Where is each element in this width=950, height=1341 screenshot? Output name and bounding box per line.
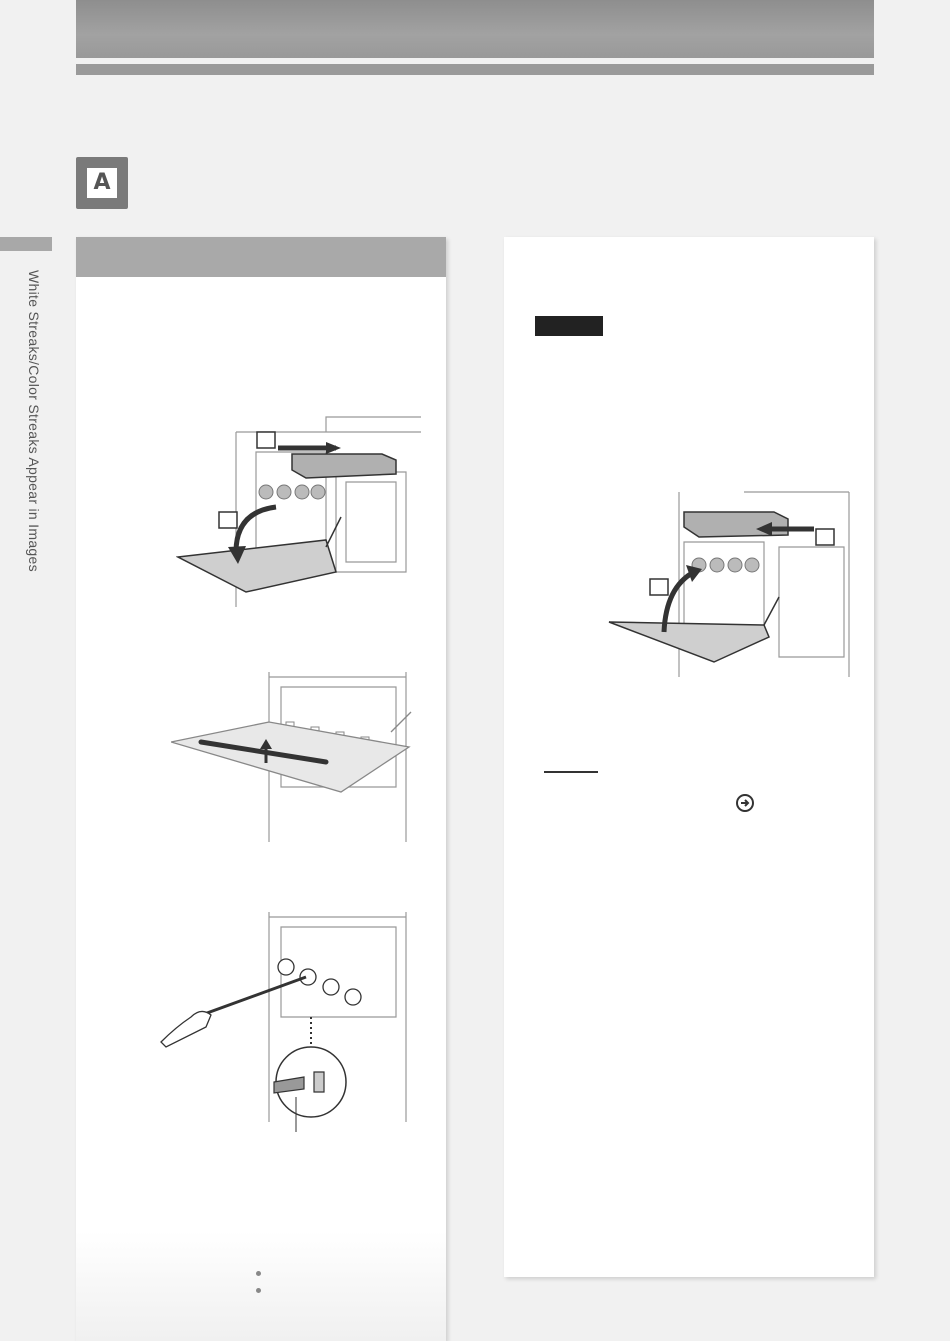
procedure-panel-footer [76,1231,446,1341]
section-vertical-label: White Streaks/Color Streaks Appear in Images [26,270,42,572]
remove-cleaning-tool-illustration [171,667,421,847]
insert-cleaning-tool-illustration [156,907,426,1137]
list-bullet [256,1271,261,1276]
procedure-panel-header [76,237,446,277]
document-text-icon: A [87,168,117,198]
page-header-band [76,0,874,58]
page-header-rule [76,64,874,75]
procedure-panel-left [76,237,446,1341]
list-bullet [256,1288,261,1293]
section-side-tab [0,237,52,251]
procedure-panel-right [504,237,874,1277]
arrow-right-circle-icon[interactable] [736,794,754,812]
notice-label-bar [535,316,603,336]
open-front-cover-illustration [176,412,426,612]
close-front-cover-illustration [604,487,854,682]
section-icon-box [76,157,128,209]
note-heading-underline [544,771,598,773]
